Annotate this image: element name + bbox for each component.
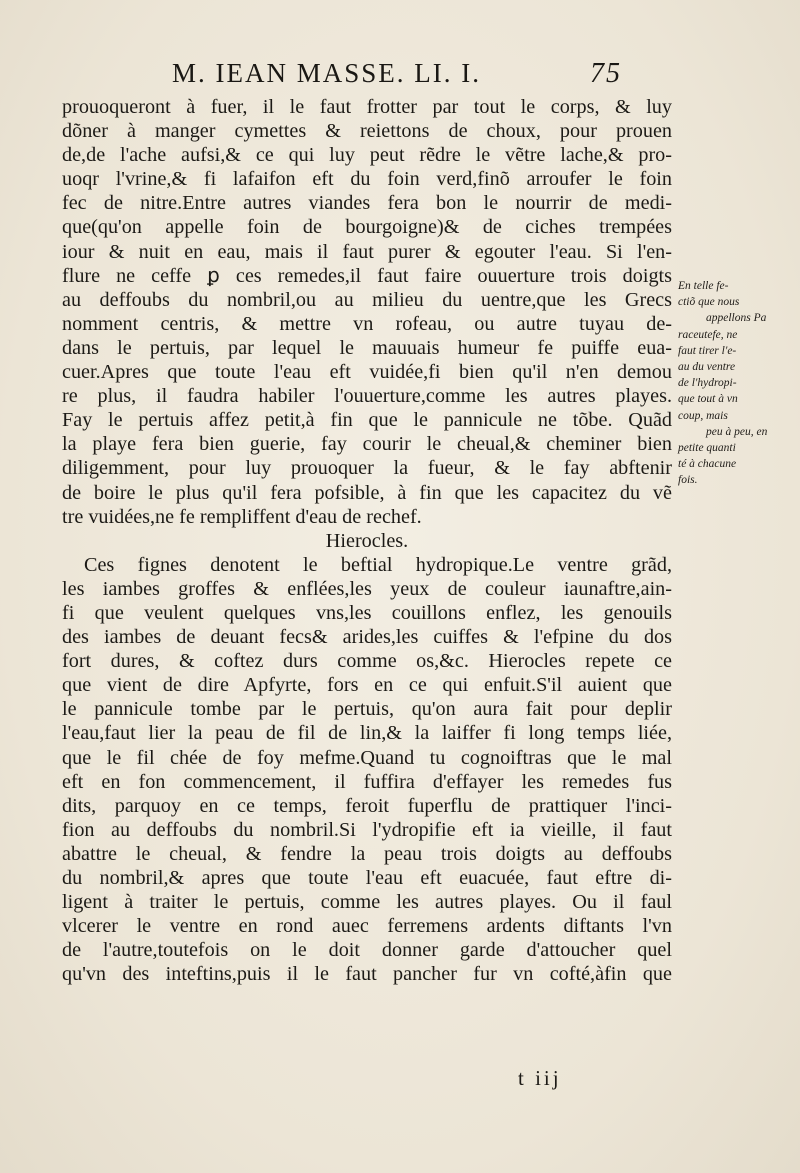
text-line: qu'vn des inteftins,puis il le faut pancher fur vn cofté,àfin que: [62, 963, 672, 986]
text-line: fi que veulent quelques vns,les couillons enflez, les genouils: [62, 601, 672, 624]
text-line: du nombril,& apres que toute l'eau eft euacuée, faut eftre di-: [62, 867, 672, 889]
folio-number: 75: [590, 58, 622, 89]
text-line: fort dures, & coftez durs comme os,&c. Hierocles repete ce: [62, 650, 672, 673]
text-line: flure ne ceffe ꝑ ces remedes,il faut faire ouuerture trois doigts: [62, 264, 672, 287]
text-line: de,de l'ache aufsi,& ce qui luy peut rẽdre le vẽtre lache,& pro-: [62, 144, 672, 167]
text-line: dans le pertuis, par lequel le mauuais humeur fe puiffe eua-: [62, 336, 672, 359]
text-line: des iambes de deuant fecs& arides,les cuiffes & l'efpine du dos: [62, 626, 672, 649]
main-text-block: [62, 95, 672, 986]
margin-note-line: té à chacune: [678, 458, 737, 471]
text-line: re plus, il faudra habiler l'ouuerture,comme les autres playes.: [62, 385, 672, 408]
text-line: le pannicule tombe par le pertuis, qu'on aura fait pour deplir: [62, 698, 672, 721]
margin-note-line: ctiõ que nous: [678, 296, 740, 309]
text-line: de l'autre,toutefois on le doit donner garde d'attoucher quel: [62, 939, 672, 962]
text-line: l'eau,faut lier la peau de fil de lin,& la laiffer fi long temps liée,: [62, 722, 672, 745]
text-line: iour & nuit en eau, mais il faut purer & egouter l'eau. Si l'en-: [62, 240, 672, 263]
margin-note-line: fois.: [678, 474, 698, 487]
text-line: uoqr l'vrine,& fi lafaifon eft du foin verd,finõ arroufer le foin: [62, 168, 672, 191]
page-header: [60, 58, 660, 96]
signature-mark: t iij: [518, 1066, 562, 1090]
margin-note-line: raceutefe, ne: [678, 328, 738, 341]
text-line: la playe fera bien guerie, fay courir le cheual,& cheminer bien: [62, 433, 672, 456]
margin-note-line: coup, mais: [678, 409, 728, 422]
text-line: que vient de dire Apfyrte, fors en ce qui enfuit.S'il auient que: [62, 674, 672, 697]
margin-note-line: de l'hydropi-: [678, 377, 737, 390]
text-line: ligent à traiter le pertuis, comme les autres playes. Ou il faul: [62, 891, 672, 914]
text-line: que(qu'on appelle foin de bourgoigne)& de ciches trempées: [62, 216, 672, 239]
text-line: fion au deffoubs du nombril.Si l'ydropifie eft ia vieille, il faut: [62, 818, 672, 841]
text-line: tre vuidées,ne fe rempliffent d'eau de rechef.: [62, 505, 422, 528]
margin-note-line: peu à peu, en: [706, 425, 768, 438]
text-line: fec de nitre.Entre autres viandes fera bon le nourrir de medi-: [62, 192, 672, 215]
text-line: dõner à manger cymettes & reiettons de choux, pour prouen: [62, 120, 672, 143]
running-head: M. IEAN MASSE. LI. I.: [172, 58, 481, 88]
margin-note-line: au du ventre: [678, 360, 736, 373]
margin-note-line: que tout à vn: [678, 393, 738, 406]
text-line: diligemment, pour luy prouoquer la fueur, & le fay abftenir: [62, 457, 672, 480]
text-line: les iambes groffes & enflées,les yeux de couleur iaunaftre,ain-: [62, 577, 672, 600]
text-line: que le fil chée de foy mefme.Quand tu cognoiftras que le mal: [62, 746, 672, 769]
text-line: de boire le plus qu'il fera pofsible, à fin que les capacitez du vẽ: [62, 481, 672, 504]
margin-note-line: appellons Pa: [706, 312, 767, 325]
text-line: vlcerer le ventre en rond auec ferremens ardents diftants l'vn: [62, 915, 672, 938]
text-line: eft en fon commencement, il fuffira d'effayer les remedes fus: [62, 770, 672, 793]
text-line: cuer.Apres que toute l'eau eft vuidée,fi bien qu'il n'en demou: [62, 361, 672, 384]
section-heading: Hierocles.: [325, 529, 409, 552]
margin-note-line: En telle fe-: [678, 280, 729, 292]
text-line: prouoqueront à fuer, il le faut frotter par tout le corps, & luy: [62, 96, 672, 118]
text-line: abattre le cheual, & fendre la peau trois doigts au deffoubs: [62, 842, 672, 865]
text-line: dits, parquoy en ce temps, feroit fuperflu de prattiquer l'inci-: [62, 794, 672, 817]
marginal-note: [678, 278, 798, 488]
text-line: au deffoubs du nombril,ou au milieu du uentre,que les Grecs: [62, 288, 672, 311]
margin-note-line: faut tirer l'e-: [678, 344, 737, 357]
text-line: nomment centris, & mettre vn rofeau, ou autre tuyau de-: [62, 312, 672, 335]
text-line: Fay le pertuis affez petit,à fin que le pannicule ne tõbe. Quãd: [62, 409, 672, 432]
text-line: Ces fignes denotent le beftial hydropique.Le ventre grãd,: [84, 553, 672, 576]
margin-note-line: petite quanti: [678, 441, 736, 454]
